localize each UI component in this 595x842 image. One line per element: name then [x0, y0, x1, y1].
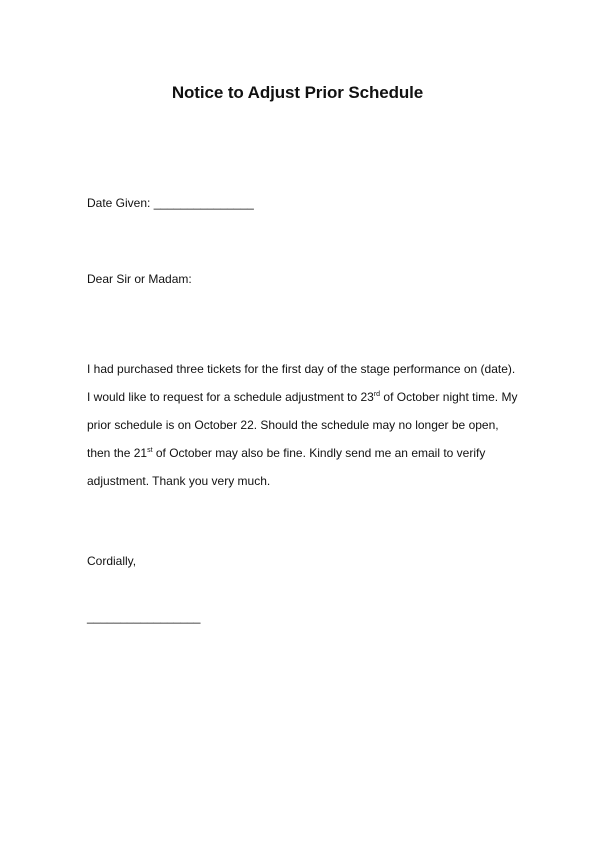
body-line-4	[87, 439, 527, 467]
body-line-3: prior schedule is on October 22. Should the schedule may no longer be open,	[87, 418, 499, 432]
letter-body	[87, 355, 527, 495]
body-line-2-end: of October night time. My	[380, 390, 518, 404]
date-label: Date Given:	[87, 196, 151, 210]
date-blank: _______________	[153, 196, 254, 210]
body-line-5: adjustment. Thank you very much.	[87, 474, 271, 488]
date-given-line	[87, 196, 254, 210]
body-line-4-start: then the 21	[87, 446, 148, 460]
body-line-2	[87, 383, 527, 411]
ordinal-suffix-st: st	[147, 447, 153, 454]
body-line-2-start: I would like to request for a schedule adjustment to 23	[87, 390, 374, 404]
document-title: Notice to Adjust Prior Schedule	[171, 83, 424, 102]
body-line-1: I had purchased three tickets for the first day of the stage performance on (date).	[87, 362, 516, 376]
salutation: Dear Sir or Madam:	[87, 272, 192, 286]
signature-line: _________________	[87, 610, 201, 624]
ordinal-suffix-rd: rd	[373, 391, 381, 398]
closing: Cordially,	[87, 554, 137, 568]
body-line-4-end: of October may also be fine. Kindly send me an email to verify	[152, 446, 486, 460]
